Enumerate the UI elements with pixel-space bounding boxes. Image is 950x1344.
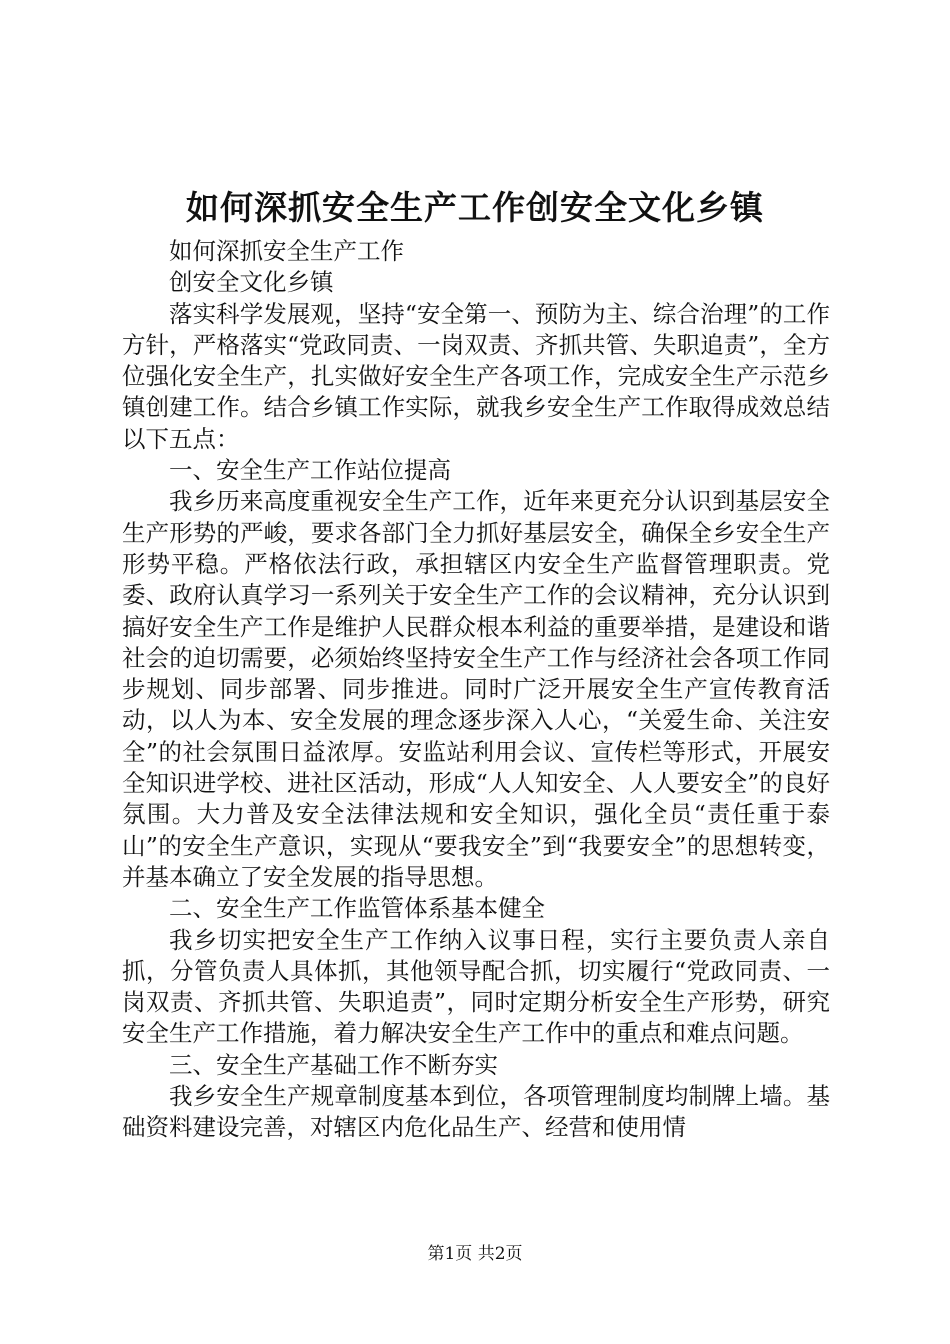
section-heading-1: 一、安全生产工作站位提高 (169, 456, 451, 485)
section-paragraph-3: 我乡安全生产规章制度基本到位，各项管理制度均制牌上墙。基础资料建设完善，对辖区内危化品生产、经营和使用情 (122, 1082, 830, 1142)
page-footer: 第1页 共2页 (427, 1244, 523, 1264)
subtitle-line-1: 如何深抓安全生产工作 (169, 237, 404, 265)
subtitle-line-2: 创安全文化乡镇 (169, 268, 334, 297)
section-heading-2: 二、安全生产工作监管体系基本健全 (169, 894, 545, 923)
section-paragraph-2: 我乡切实把安全生产工作纳入议事日程，实行主要负责人亲自抓，分管负责人具体抓，其他领导配合抓，切实履行“党政同责、一岗双责、齐抓共管、失职追责”，同时定期分析安全生产形势，研究安全生产工作措施，着力解决安全生产工作中的重点和难点问题。 (122, 925, 830, 1048)
document-title: 如何深抓安全生产工作创安全文化乡镇 (186, 188, 764, 227)
section-heading-3: 三、安全生产基础工作不断夯实 (169, 1050, 498, 1079)
document-body (122, 236, 830, 1144)
intro-paragraph: 落实科学发展观，坚持“安全第一、预防为主、综合治理”的工作方针，严格落实“党政同责、一岗双责、齐抓共管、失职追责”，全方位强化安全生产，扎实做好安全生产各项工作，完成安全生产示范乡镇创建工作。结合乡镇工作实际，就我乡安全生产工作取得成效总结以下五点： (122, 299, 830, 453)
section-paragraph-1: 我乡历来高度重视安全生产工作，近年来更充分认识到基层安全生产形势的严峻，要求各部门全力抓好基层安全，确保全乡安全生产形势平稳。严格依法行政，承担辖区内安全生产监督管理职责。党委、政府认真学习一系列关于安全生产工作的会议精神，充分认识到搞好安全生产工作是维护人民群众根本利益的重要举措，是建设和谐社会的迫切需要，必须始终坚持安全生产工作与经济社会各项工作同步规划、同步部署、同步推进。同时广泛开展安全生产宣传教育活动，以人为本、安全发展的理念逐步深入人心，“关爱生命、关注安全”的社会氛围日益浓厚。安监站利用会议、宣传栏等形式，开展安全知识进学校、进社区活动，形成“人人知安全、人人要安全”的良好氛围。大力普及安全法律法规和安全知识，强化全员“责任重于泰山”的安全生产意识，实现从“要我安全”到“我要安全”的思想转变，并基本确立了安全发展的指导思想。 (122, 487, 830, 891)
